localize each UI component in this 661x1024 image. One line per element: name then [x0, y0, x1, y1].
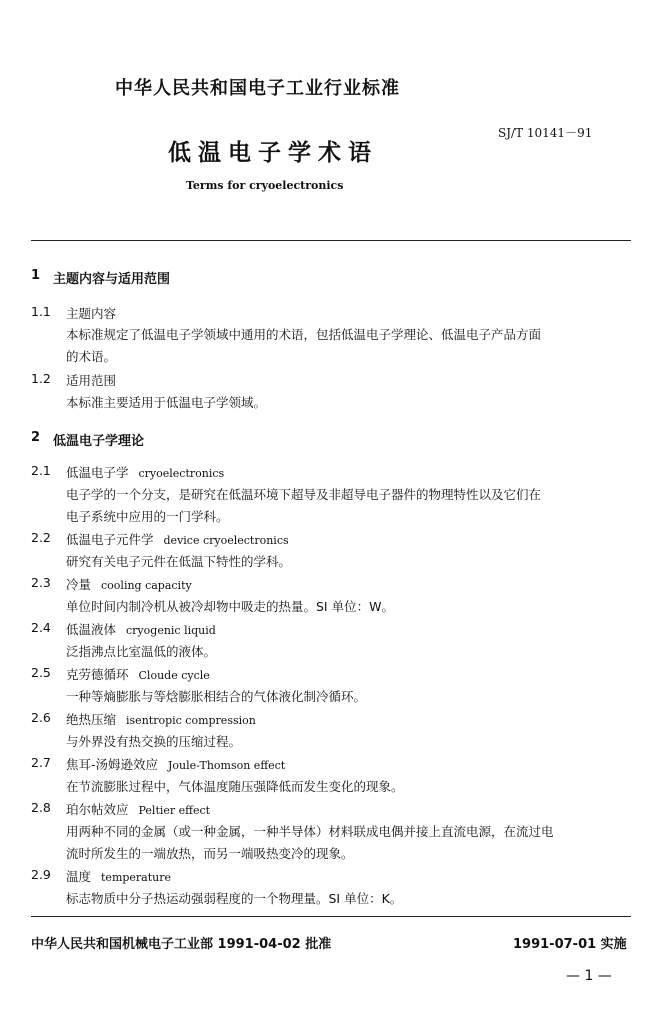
clause-2-1-text-line: 电子系统中应用的一门学科。 — [66, 509, 229, 524]
clause-2-1-text-line: 电子学的一个分支，是研究在低温环境下超导及非超导电子器件的物理特性以及它们在 — [66, 487, 542, 502]
clause-2-8-text-line: 用两种不同的金属（或一种金属，一种半导体）材料联成电偶并接上直流电源，在流过电 — [66, 824, 554, 839]
clause-2-3-text-line: 单位时间内制冷机从被冷却物中吸走的热量。SI 单位：W。 — [66, 599, 394, 614]
clause-2-1-heading — [66, 463, 224, 481]
page-number: — 1 — — [566, 968, 612, 984]
clause-2-2-term: 低温电子元件学 — [66, 532, 154, 547]
clause-2-8-english-term: Peltier effect — [138, 804, 211, 817]
section-2-number: 2 — [31, 430, 41, 445]
clause-2-5-english-term: Cloude cycle — [138, 669, 210, 682]
clause-2-3-english-term: cooling capacity — [101, 579, 192, 592]
clause-2-4-english-term: cryogenic liquid — [126, 624, 216, 637]
clause-1-1-text-line: 本标准规定了低温电子学领域中通用的术语，包括低温电子学理论、低温电子产品方面 — [66, 327, 542, 342]
section-1-number: 1 — [31, 268, 41, 283]
clause-2-2-heading — [66, 530, 289, 548]
clause-2-5-heading — [66, 665, 210, 683]
clause-2-6-heading — [66, 710, 256, 728]
section-1-title: 主题内容与适用范围 — [53, 272, 171, 287]
clause-2-4-term: 低温液体 — [66, 622, 117, 637]
clause-2-8-term: 珀尔帖效应 — [66, 802, 129, 817]
section-2-title: 低温电子学理论 — [53, 434, 145, 449]
clause-2-7-heading — [66, 755, 285, 773]
clause-2-5-term: 克劳德循环 — [66, 667, 129, 682]
clause-2-6-text-line: 与外界没有热交换的压缩过程。 — [66, 734, 242, 749]
document-title: 低温电子学术语 — [168, 140, 378, 166]
clause-2-4-heading — [66, 620, 216, 638]
clause-2-4-number: 2.4 — [31, 620, 51, 635]
clause-2-2-english-term: device cryoelectronics — [163, 534, 289, 547]
clause-2-2-number: 2.2 — [31, 530, 51, 545]
clause-2-5-text-line: 一种等熵膨胀与等焓膨胀相结合的气体液化制冷循环。 — [66, 689, 367, 704]
clause-2-4-text-line: 泛指沸点比室温低的液体。 — [66, 644, 217, 659]
clause-2-6-english-term: isentropic compression — [126, 714, 256, 727]
clause-1-1-text-line: 的术语。 — [66, 349, 117, 364]
clause-2-7-term: 焦耳-汤姆逊效应 — [66, 757, 159, 772]
standard-code: SJ/T 10141－91 — [498, 126, 593, 140]
organization-title: 中华人民共和国电子工业行业标准 — [115, 78, 400, 99]
clause-2-7-text-line: 在节流膨胀过程中，气体温度随压强降低而发生变化的现象。 — [66, 779, 404, 794]
approval-statement: 中华人民共和国机械电子工业部 1991-04-02 批准 — [31, 937, 332, 952]
clause-2-3-heading — [66, 575, 192, 593]
clause-2-2-text-line: 研究有关电子元件在低温下特性的学科。 — [66, 554, 292, 569]
clause-2-6-number: 2.6 — [31, 710, 51, 725]
clause-2-1-english-term: cryoelectronics — [138, 467, 225, 480]
document-subtitle: Terms for cryoelectronics — [186, 179, 344, 192]
clause-1-1-term: 主题内容 — [66, 306, 117, 321]
clause-2-8-heading — [66, 800, 210, 818]
clause-2-6-term: 绝热压缩 — [66, 712, 117, 727]
clause-1-2-number: 1.2 — [31, 371, 51, 386]
clause-1-2-text-line: 本标准主要适用于低温电子学领域。 — [66, 395, 267, 410]
clause-2-7-number: 2.7 — [31, 755, 51, 770]
clause-2-3-term: 冷量 — [66, 577, 92, 592]
implementation-date: 1991-07-01 实施 — [513, 937, 627, 952]
clause-2-3-number: 2.3 — [31, 575, 51, 590]
clause-2-9-number: 2.9 — [31, 867, 51, 882]
footer-divider — [31, 916, 631, 917]
clause-2-9-term: 温度 — [66, 869, 92, 884]
clause-2-9-text-line: 标志物质中分子热运动强弱程度的一个物理量。SI 单位：K。 — [66, 891, 403, 906]
clause-2-5-number: 2.5 — [31, 665, 51, 680]
clause-2-1-number: 2.1 — [31, 463, 51, 478]
header-divider — [31, 240, 631, 241]
clause-2-9-heading — [66, 867, 171, 885]
clause-2-7-english-term: Joule-Thomson effect — [168, 759, 286, 772]
clause-2-8-text-line: 流时所发生的一端放热，而另一端吸热变冷的现象。 — [66, 846, 354, 861]
clause-2-8-number: 2.8 — [31, 800, 51, 815]
clause-1-2-term: 适用范围 — [66, 373, 117, 388]
clause-2-9-english-term: temperature — [101, 871, 172, 884]
clause-2-1-term: 低温电子学 — [66, 465, 129, 480]
clause-1-1-number: 1.1 — [31, 304, 51, 319]
